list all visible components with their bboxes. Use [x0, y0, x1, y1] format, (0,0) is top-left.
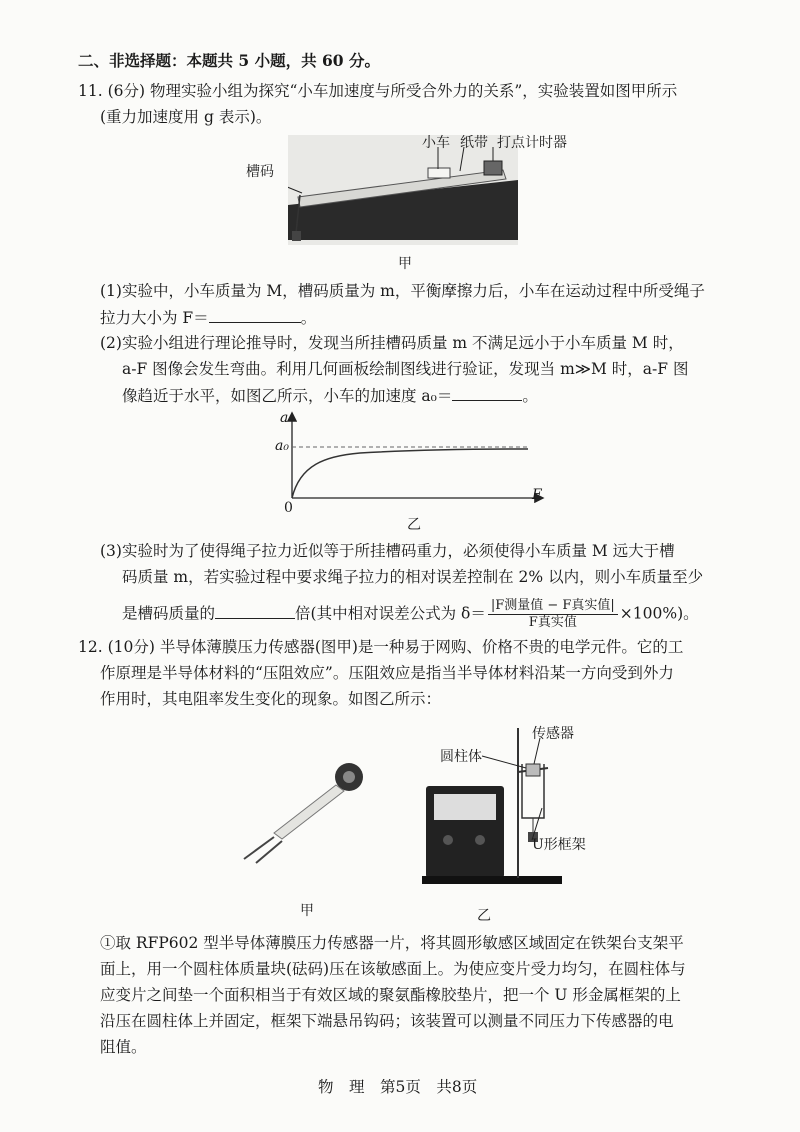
q12-line1: 12. (10分) 半导体薄膜压力传感器(图甲)是一种易于网购、价格不贵的电学元件。它的工 — [78, 638, 684, 656]
x-axis-label: F — [532, 487, 542, 503]
q11-stem-line2: (重力加速度用 g 表示)。 — [100, 108, 272, 126]
q11-part1-line2 — [100, 306, 316, 329]
cylinder-mass — [526, 764, 540, 776]
cart — [428, 168, 450, 178]
label-caoma: 槽码 — [246, 164, 274, 180]
answer-blank-1[interactable] — [209, 306, 301, 323]
q12-line2: 作原理是半导体材料的“压阻效应”。压阻效应是指当半导体材料沿某一方向受到外力 — [100, 664, 674, 682]
label-timer: 打点计时器 — [497, 135, 567, 151]
q11-part1-line1: (1)实验中，小车质量为 M，槽码质量为 m，平衡摩擦力后，小车在运动过程中所受绳子 — [100, 282, 705, 300]
multimeter-knob-2 — [475, 835, 485, 845]
q11-part2-prefix: 像趋近于水平，如图乙所示，小车的加速度 a₀＝ — [122, 387, 453, 405]
y-axis-label: a — [280, 410, 289, 426]
q12-step1-line5: 阻值。 — [100, 1038, 147, 1056]
section-heading: 二、非选择题：本题共 5 小题，共 60 分。 — [78, 51, 380, 70]
q11-part1-prefix: 拉力大小为 F＝ — [100, 309, 209, 327]
pointer-cylinder — [482, 756, 526, 768]
q11-part3-line3 — [122, 598, 699, 631]
multimeter-knob-1 — [443, 835, 453, 845]
origin-label: 0 — [284, 500, 293, 516]
timer — [484, 161, 502, 175]
q12-line3: 作用时，其电阻率发生变化的现象。如图乙所示： — [100, 690, 442, 708]
sensor-film-strip — [274, 785, 344, 839]
q11-part2-suffix: 。 — [522, 387, 538, 405]
hanging-weight — [292, 231, 301, 241]
q12-step1-line2: 面上，用一个圆柱体质量块(砝码)压在该敏感面上。为使应变片受力均匀，在圆柱体与 — [100, 960, 686, 978]
q11-part3-prefix: 是槽码质量的 — [122, 604, 216, 623]
stand-base — [422, 876, 562, 884]
caption-jia: 甲 — [398, 256, 412, 272]
q12-step1-line1: ①取 RFP602 型半导体薄膜压力传感器一片，将其圆形敏感区域固定在铁架台支架平 — [100, 934, 684, 952]
q11-part3-suffix: ×100%)。 — [619, 604, 699, 623]
asymptote-label: a₀ — [275, 438, 289, 454]
sensor-lead-1 — [244, 837, 274, 859]
fraction-denominator: F真实值 — [528, 615, 577, 630]
q12-step1-line3: 应变片之间垫一个面积相当于有效区域的聚氨酯橡胶垫片，把一个 U 形金属框架的上 — [100, 986, 681, 1004]
q12-step1-line4: 沿压在圆柱体上并固定，框架下端悬吊钩码；该装置可以测量不同压力下传感器的电 — [100, 1012, 674, 1030]
answer-blank-3[interactable] — [215, 602, 295, 619]
q11-stem-line1: 11. (6分) 物理实验小组为探究“小车加速度与所受合外力的关系”，实验装置如图甲所示 — [78, 82, 678, 100]
q11-part2-line2: a-F 图像会发生弯曲。利用几何画板绘制图线进行验证，发现当 m≫M 时，a-F 图 — [122, 360, 689, 378]
multimeter-display — [434, 794, 496, 820]
label-cart: 小车 — [422, 135, 450, 151]
fraction-numerator: |F测量值 − F真实值| — [488, 598, 618, 615]
q11-part2-line1: (2)实验小组进行理论推导时，发现当所挂槽码质量 m 不满足远小于小车质量 M 时， — [100, 334, 684, 352]
answer-blank-2[interactable] — [452, 384, 522, 401]
relative-error-fraction — [488, 598, 618, 631]
q11-part3-mid: 倍(其中相对误差公式为 δ＝ — [295, 604, 486, 623]
sensor-lead-2 — [256, 841, 282, 863]
label-u-frame: U形框架 — [532, 837, 586, 853]
caption-yi: 乙 — [407, 517, 421, 533]
q11-part3-line1: (3)实验时为了使得绳子拉力近似等于所挂槽码重力，必须使得小车质量 M 远大于槽 — [100, 542, 675, 560]
caption-sensor-jia: 甲 — [300, 903, 314, 919]
label-sensor: 传感器 — [532, 726, 574, 742]
a-F-curve — [292, 449, 528, 498]
q11-part1-suffix: 。 — [300, 309, 317, 327]
sensor-center — [343, 771, 355, 783]
figure-film-sensor — [232, 755, 372, 870]
figure-a-F-graph — [270, 410, 560, 518]
label-cylinder: 圆柱体 — [440, 749, 482, 765]
q11-part2-line3 — [122, 384, 538, 407]
page-footer: 物 理 第5页 共8页 — [318, 1078, 478, 1096]
q11-part3-line2: 码质量 m，若实验过程中要求绳子拉力的相对误差控制在 2% 以内，则小车质量至少 — [122, 568, 704, 586]
caption-apparatus-yi: 乙 — [477, 908, 491, 924]
label-paper-tape: 纸带 — [460, 135, 488, 151]
